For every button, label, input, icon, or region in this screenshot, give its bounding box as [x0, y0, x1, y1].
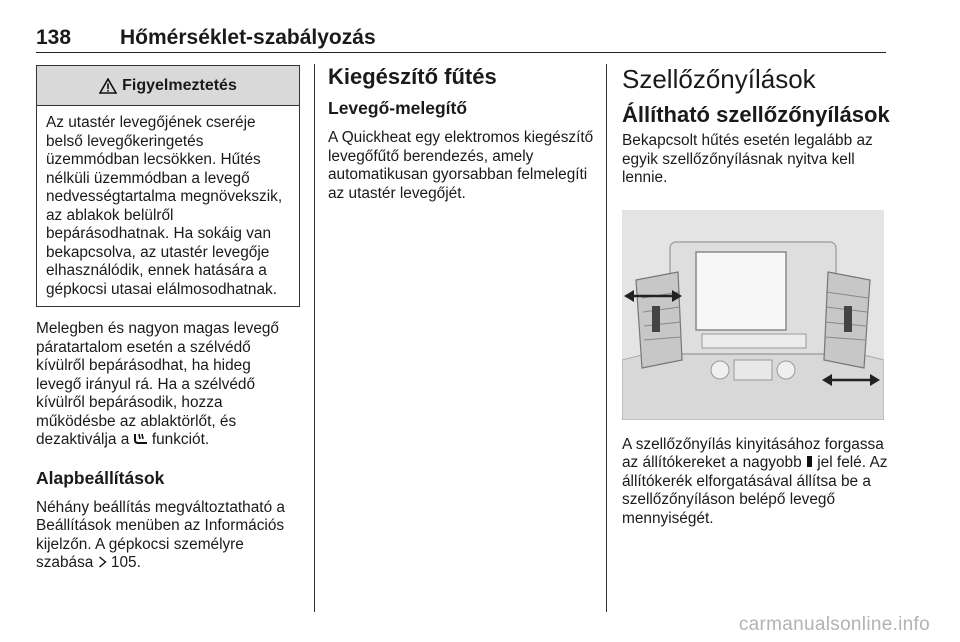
warning-triangle-icon: [99, 78, 117, 94]
page-title: Hőmérséklet-szabályozás: [120, 26, 376, 49]
column-middle: [328, 64, 598, 203]
section-heading-basic-settings: Alapbeállítások: [36, 467, 165, 488]
larger-mark-symbol-icon: [806, 455, 813, 468]
warning-box: [36, 65, 300, 307]
subheading-air-heater: Levegő-melegítő: [328, 98, 468, 118]
figure-caption: A szellőzőnyílás kinyitásához forgassa az állítókereket a nagyobb jel felé. Az állítókerék elforgatásával állítsa be a szellőzőnyíláson belépő levegő mennyiségét.: [622, 435, 888, 527]
column-divider: [314, 64, 315, 612]
warning-text: Az utastér levegőjének cseréje belső levegőkeringetés üzemmódban lecsökken. Hűtés nélküli üzemmódban a levegő nedvességtartalma megnövekszik, az ablakok belülről bepárásodhatnak. Ha sokáig van bekapcsolva, az utastér levegője elhasználódik, ennek hatására a gépkocsi utasai elálmosodhatnak.: [46, 114, 283, 298]
section-heading-air-vents: Szellőzőnyílások: [622, 64, 816, 94]
warning-header: [37, 66, 299, 106]
paragraph-basic-settings: Néhány beállítás megváltoztatható a Beállítások menüben az Információs kijelzőn. A gépkocsi személyre szabása 105.: [36, 498, 285, 571]
page-header: [36, 26, 886, 53]
page-reference-arrow-icon: [98, 556, 107, 568]
paragraph-windscreen: Melegben és nagyon magas levegő páratartalom esetén a szélvédő kívülről bepárásodhat, ha hideg levegő irányul rá. Ha a szélvédő kívülről bepárásodik, hozza működésbe az ablaktörlőt, és dezaktiválja a funkciót.: [36, 320, 279, 448]
defrost-symbol-icon: [134, 432, 148, 445]
paragraph-quickheat: A Quickheat egy elektromos kiegészítő levegőfűtő berendezés, amely automatikusan gyorsabban felmelegíti az utastér levegőjét.: [328, 129, 594, 202]
section-heading-auxiliary-heating: Kiegészítő fűtés: [328, 64, 497, 89]
page-number: 138: [36, 26, 72, 49]
watermark: carmanualsonline.info: [738, 614, 930, 635]
dashboard-vents-illustration: [622, 210, 884, 420]
paragraph-vents: Bekapcsolt hűtés esetén legalább az egyik szellőzőnyílásnak nyitva kell lennie.: [622, 132, 873, 186]
warning-heading: Figyelmeztetés: [122, 76, 237, 94]
page-reference[interactable]: 105.: [110, 554, 141, 571]
column-right: [622, 64, 892, 528]
column-divider: [606, 64, 607, 612]
subheading-adjustable-vents: Állítható szellőzőnyílások: [622, 102, 890, 127]
column-left: [36, 64, 300, 573]
